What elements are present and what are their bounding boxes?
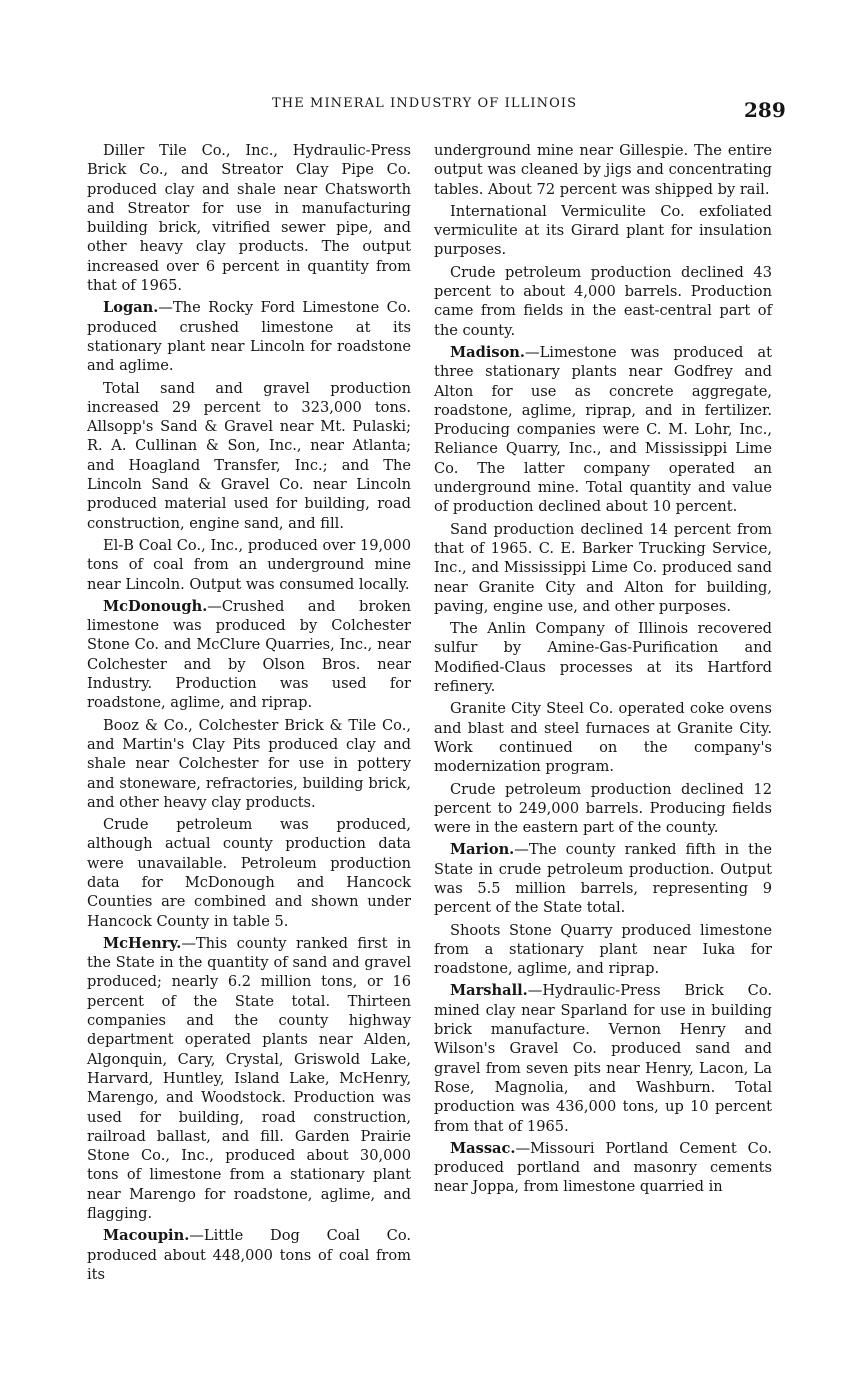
- paragraph: Crude petroleum was produced, although actual county production data were unavailable. Petroleum production data for McDonough and Hancock Counties are combined and shown under Hancock County in table 5.: [87, 816, 411, 930]
- paragraph: The Anlin Company of Illinois recovered sulfur by Amine-Gas-Purification and Modified-Claus processes at its Hartford refinery.: [434, 620, 772, 696]
- paragraph-text: —Little Dog Coal Co. produced about 448,000 tons of coal from its: [87, 1227, 411, 1283]
- paragraph-logan: [87, 298, 411, 375]
- paragraph: Granite City Steel Co. operated coke ovens and blast and steel furnaces at Granite City. Work continued on the company's modernization program.: [434, 700, 772, 776]
- paragraph-text: —Missouri Portland Cement Co. produced portland and masonry cements near Joppa, from limestone quarried in: [434, 1139, 772, 1196]
- county-heading-mcdonough: McDonough.: [103, 597, 208, 615]
- paragraph-massac: [434, 1139, 772, 1197]
- left-column: [87, 141, 411, 1287]
- right-column: [434, 141, 772, 1200]
- paragraph: International Vermiculite Co. exfoliated vermiculite at its Girard plant for insulation purposes.: [434, 202, 772, 259]
- paragraph: Crude petroleum production declined 12 percent to 249,000 barrels. Producing fields were in the eastern part of the county.: [434, 780, 772, 837]
- paragraph: El-B Coal Co., Inc., produced over 19,000 tons of coal from an underground mine near Lincoln. Output was consumed locally.: [87, 536, 411, 593]
- paragraph-text: —The Rocky Ford Limestone Co. produced crushed limestone at its stationary plant near Lincoln for roadstone and aglime.: [87, 299, 411, 375]
- paragraph-marshall: [434, 981, 772, 1135]
- page-number: 289: [744, 98, 786, 122]
- county-heading-macoupin: Macoupin.: [103, 1227, 190, 1245]
- paragraph-marion: [434, 840, 772, 917]
- paragraph-macoupin: [87, 1226, 411, 1284]
- county-heading-marshall: Marshall.: [450, 982, 528, 1000]
- county-heading-marion: Marion.: [450, 841, 515, 859]
- paragraph: Total sand and gravel production increased 29 percent to 323,000 tons. Allsopp's Sand & Gravel near Mt. Pulaski; R. A. Cullinan & Son, Inc., near Atlanta; and Hoagland Transfer, Inc.; and The Lincoln Sand & Gravel Co. near Lincoln produced material used for building, road construction, engine sand, and fill.: [87, 379, 411, 532]
- county-heading-logan: Logan.: [103, 299, 159, 317]
- paragraph: Shoots Stone Quarry produced limestone from a stationary plant near Iuka for roadstone, aglime, and riprap.: [434, 921, 772, 978]
- paragraph-text: —Limestone was produced at three stationary plants near Godfrey and Alton for use as concrete aggregate, roadstone, aglime, riprap, and in fertilizer. Producing companies were C. M. Lohr, Inc., Reliance Quarry, Inc., and Mississippi Lime Co. The latter company operated an underground mine. Total quantity and value of production declined about 10 percent.: [434, 343, 772, 516]
- running-header: THE MINERAL INDUSTRY OF ILLINOIS: [272, 96, 578, 111]
- paragraph-madison: [434, 343, 772, 517]
- paragraph-continued: underground mine near Gillespie. The entire output was cleaned by jigs and concentrating tables. About 72 percent was shipped by rail.: [434, 142, 772, 198]
- paragraph-text: —This county ranked first in the State in the quantity of sand and gravel produced; nearly 6.2 million tons, or 16 percent of the State total. Thirteen companies and the county highway department operated plants near Alden, Algonquin, Cary, Crystal, Griswold Lake, Harvard, Huntley, Island Lake, McHenry, Marengo, and Woodstock. Production was used for building, road construction, railroad ballast, and fill. Garden Prairie Stone Co., Inc., produced about 30,000 tons of limestone from a stationary plant near Marengo for roadstone, aglime, and flagging.: [87, 934, 411, 1223]
- county-heading-mchenry: McHenry.: [103, 934, 182, 952]
- county-heading-madison: Madison.: [450, 343, 525, 361]
- paragraph-mcdonough: [87, 597, 411, 713]
- paragraph: Sand production declined 14 percent from that of 1965. C. E. Barker Trucking Service, Inc., and Mississippi Lime Co. produced sand near Granite City and Alton for building, paving, engine use, and other purposes.: [434, 520, 772, 615]
- paragraph-mchenry: [87, 934, 411, 1223]
- paragraph-text: —Crushed and broken limestone was produced by Colchester Stone Co. and McClure Quarries, Inc., near Colchester and by Olson Bros. near Industry. Production was used for roadstone, aglime, and riprap.: [87, 597, 411, 712]
- paragraph: Diller Tile Co., Inc., Hydraulic-Press Brick Co., and Streator Clay Pipe Co. produced clay and shale near Chatsworth and Streator for use in manufacturing building brick, vitrified sewer pipe, and other heavy clay products. The output increased over 6 percent in quantity from that of 1965.: [87, 142, 411, 295]
- paragraph-text: —The county ranked fifth in the State in crude petroleum production. Output was 5.5 million barrels, representing 9 percent of the State total.: [434, 841, 772, 917]
- county-heading-massac: Massac.: [450, 1139, 516, 1157]
- paragraph-text: —Hydraulic-Press Brick Co. mined clay near Sparland for use in building brick manufacture. Vernon Henry and Wilson's Gravel Co. produced sand and gravel from seven pits near Henry, Lacon, La Rose, Magnolia, and Washburn. Total production was 436,000 tons, up 10 percent from that of 1965.: [434, 982, 772, 1135]
- paragraph: Booz & Co., Colchester Brick & Tile Co., and Martin's Clay Pits produced clay and shale near Colchester for use in pottery and stoneware, refractories, building brick, and other heavy clay products.: [87, 716, 411, 811]
- paragraph: Crude petroleum production declined 43 percent to about 4,000 barrels. Production came from fields in the east-central part of the county.: [434, 263, 772, 339]
